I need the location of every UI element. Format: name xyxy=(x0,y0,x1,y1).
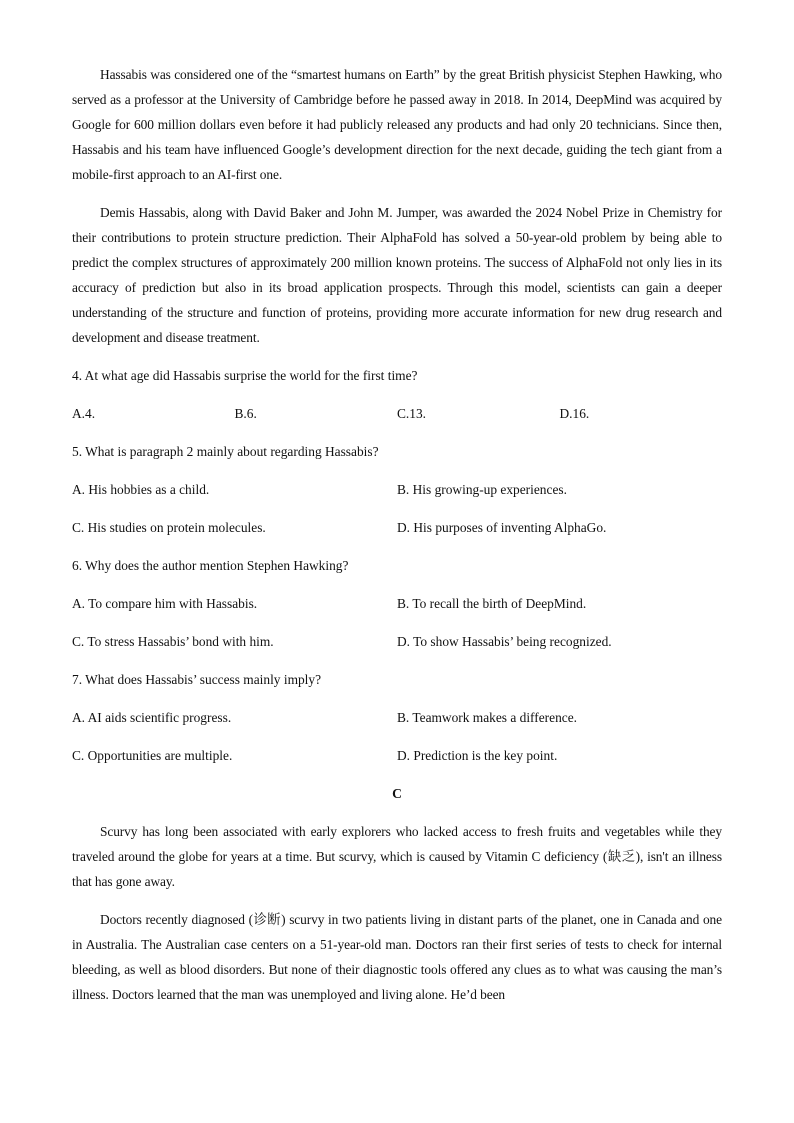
option-d: D. Prediction is the key point. xyxy=(397,748,558,763)
options-row xyxy=(72,401,722,426)
option-c: C. Opportunities are multiple. xyxy=(72,748,233,763)
question-7 xyxy=(72,667,722,768)
question-stem: 4. At what age did Hassabis surprise the world for the first time? xyxy=(72,368,418,383)
option-b: B. Teamwork makes a difference. xyxy=(397,710,578,725)
option-a: A.4. xyxy=(72,406,96,421)
passage-c-paragraph-1: Scurvy has long been associated with early explorers who lacked access to fresh fruits and vegetables while they traveled around the globe for years at a time. But scurvy, which is caused by Vitamin C deficiency (缺乏), isn't an illness that has gone away. xyxy=(72,824,722,889)
options-row xyxy=(72,705,722,730)
passage-c-paragraph-2: Doctors recently diagnosed (诊断) scurvy in two patients living in distant parts of the planet, one in Canada and one in Australia. The Australian case centers on a 51-year-old man. Doctors ran their first series of tests to check for internal bleeding, as well as blood disorders. But none of their diagnostic tools offered any clues as to what was causing the man’s illness. Doctors learned that the man was unemployed and living alone. He’d been xyxy=(72,912,722,1002)
option-c: C. To stress Hassabis’ bond with him. xyxy=(72,634,274,649)
exam-page xyxy=(72,62,722,1020)
option-d: D.16. xyxy=(559,406,590,421)
passage-b-paragraph-1: Hassabis was considered one of the “smartest humans on Earth” by the great British physicist Stephen Hawking, who served as a professor at the University of Cambridge before he passed away in 2018. In 2014, DeepMind was acquired by Google for 600 million dollars even before it had publicly released any products and had only 20 technicians. Since then, Hassabis and his team have influenced Google’s development direction for the next decade, guiding the tech giant from a mobile-first approach to an AI-first one. xyxy=(72,67,722,182)
option-c: C. His studies on protein molecules. xyxy=(72,520,266,535)
option-d: D. To show Hassabis’ being recognized. xyxy=(397,634,612,649)
section-c-heading: C xyxy=(392,786,402,801)
option-b: B.6. xyxy=(234,406,257,421)
question-stem: 5. What is paragraph 2 mainly about regarding Hassabis? xyxy=(72,444,379,459)
option-c: C.13. xyxy=(397,406,427,421)
question-stem: 6. Why does the author mention Stephen Hawking? xyxy=(72,558,349,573)
options-row xyxy=(72,591,722,616)
option-a: A. His hobbies as a child. xyxy=(72,482,210,497)
options-row xyxy=(72,743,722,768)
options-row xyxy=(72,477,722,502)
options-row xyxy=(72,629,722,654)
question-stem: 7. What does Hassabis’ success mainly imply? xyxy=(72,672,322,687)
question-6 xyxy=(72,553,722,654)
question-4 xyxy=(72,363,722,426)
question-5 xyxy=(72,439,722,540)
option-b: B. His growing-up experiences. xyxy=(397,482,567,497)
option-d: D. His purposes of inventing AlphaGo. xyxy=(397,520,607,535)
option-a: A. AI aids scientific progress. xyxy=(72,710,232,725)
passage-b-paragraph-2: Demis Hassabis, along with David Baker and John M. Jumper, was awarded the 2024 Nobel Prize in Chemistry for their contributions to protein structure prediction. Their AlphaFold has solved a 50-year-old problem by being able to predict the complex structures of approximately 200 million known proteins. The success of AlphaFold not only lies in its accuracy of prediction but also in its broad application prospects. Through this model, scientists can gain a deeper understanding of the structure and function of proteins, providing more accurate information for new drug research and development and disease treatment. xyxy=(72,205,722,345)
option-a: A. To compare him with Hassabis. xyxy=(72,596,258,611)
options-row xyxy=(72,515,722,540)
option-b: B. To recall the birth of DeepMind. xyxy=(397,596,587,611)
